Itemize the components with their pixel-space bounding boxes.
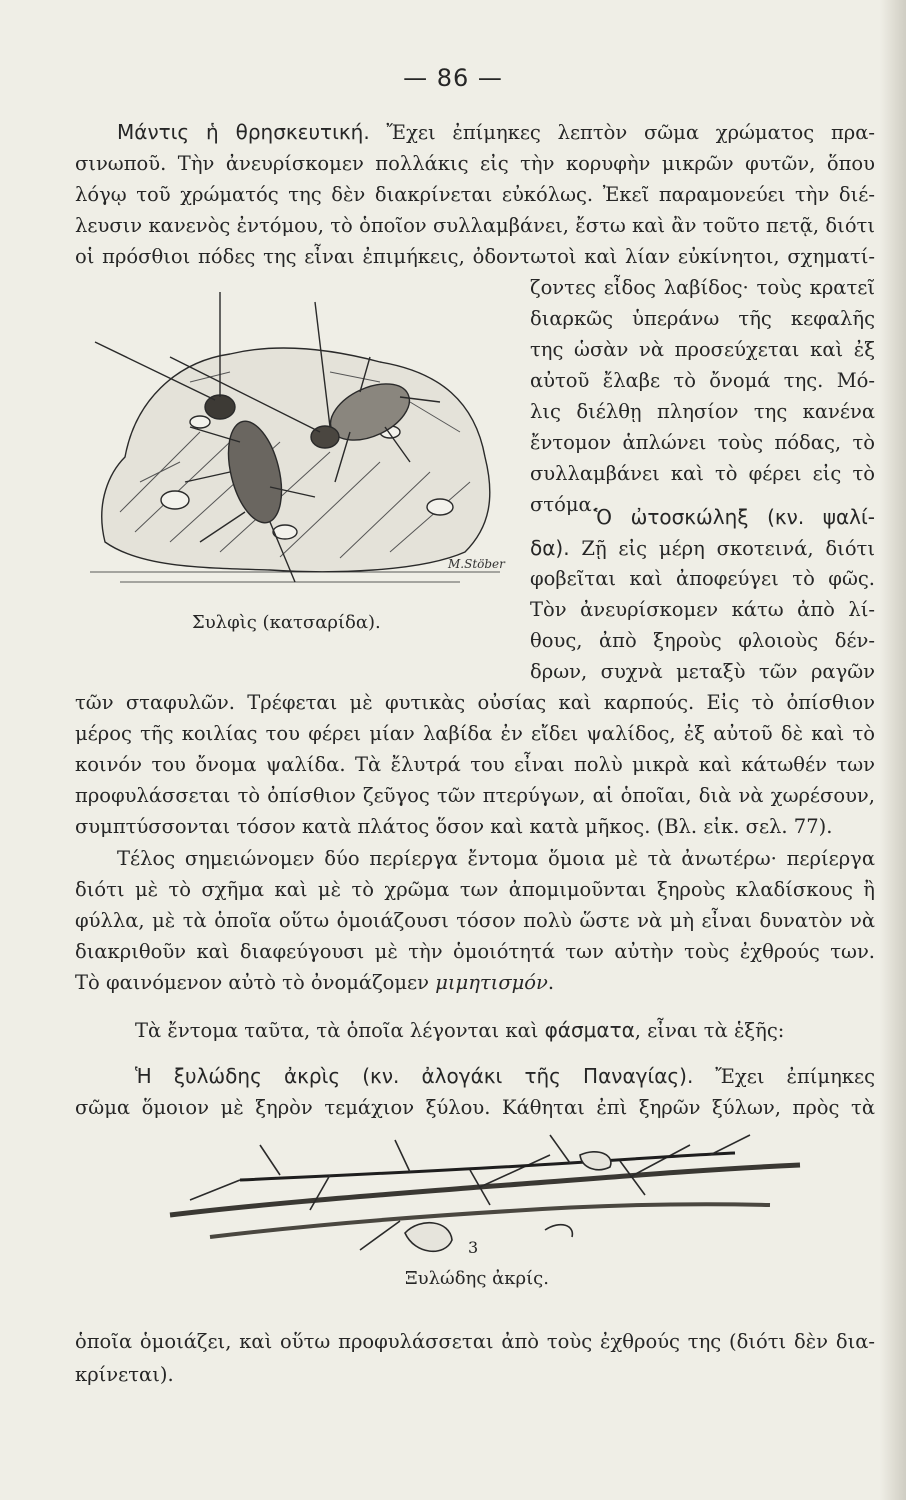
cockroach-illustration — [80, 282, 520, 602]
mantis-line: λόγῳ τοῦ χρώματός της δὲν διακρίνεται εὐκόλως. Ἐκεῖ παραμονεύει τὴν διέ- — [75, 183, 875, 206]
earwig-narrow-line: Τὸν ἀνευρίσκομεν κάτω ἀπὸ λί- — [530, 598, 875, 621]
term-mimicry: μιμητισμόν — [435, 971, 548, 994]
earwig-narrow-line: δρων, συχνὰ μεταξὺ τῶν ραγῶν — [530, 660, 875, 683]
page-number: — 86 — — [403, 64, 503, 92]
mantis-narrow-line: συλλαμβάνει καὶ τὸ φέρει εἰς τὸ — [530, 462, 875, 485]
stick-line-1: Ἡ ξυλώδης ἀκρὶς (κν. ἀλογάκι τῆς Παναγίας). Ἔχει ἐπίμηκες — [135, 1064, 875, 1088]
mimicry-last-line: Τὸ φαινόμενον αὐτὸ τὸ ὀνομάζομεν μιμητισμόν. — [75, 971, 555, 994]
mantis-narrow-line: ζοντες εἶδος λαβίδος· τοὺς κρατεῖ — [530, 276, 875, 299]
earwig-line: μέρος τῆς κοιλίας του φέρει μίαν λαβίδα ἐν εἴδει ψαλίδος, ἐξ αὐτοῦ δὲ καὶ τὸ — [75, 722, 875, 745]
figure-number: 3 — [468, 1238, 479, 1257]
earwig-line-1 — [595, 505, 875, 530]
earwig-line: τῶν σταφυλῶν. Τρέφεται μὲ φυτικὰς οὐσίας καὶ καρπούς. Εἰς τὸ ὀπίσθιον — [75, 691, 875, 714]
mantis-line: λευσιν κανενὸς ἐντόμου, τὸ ὁποῖον συλλαμβάνει, ἔστω καὶ ἂν τοῦτο πετᾷ, διότι — [75, 214, 875, 237]
earwig-line: συμπτύσσονται τόσον κατὰ πλάτος ὅσον καὶ κατὰ μῆκος. (Βλ. εἰκ. σελ. 77). — [75, 815, 833, 838]
mantis-heading: Μάντις ἡ θρησκευτική. — [117, 120, 370, 144]
earwig-narrow-line: φοβεῖται καὶ ἀποφεύγει τὸ φῶς. — [530, 567, 875, 590]
term-phasmata: φάσματα — [544, 1018, 635, 1042]
mimicry-line: διακριθοῦν καὶ διαφεύγουσι μὲ τὴν ὁμοιότητά των αὐτὴν τοὺς ἐχθρούς των. — [75, 940, 875, 963]
stick-insect-caption: Ξυλώδης ἀκρίς. — [405, 1268, 549, 1289]
earwig-line: προφυλάσσεται τὸ ὀπίσθιον ζεῦγος τῶν πτερύγων, αἱ ὁποῖαι, διὰ νὰ χωρέσουν, — [75, 784, 875, 807]
illustrator-signature: M.Stöber — [448, 557, 505, 571]
earwig-line: κοινόν του ὄνομα ψαλίδα. Τὰ ἔλυτρά του εἶναι πολὺ μικρὰ καὶ κάτωθέν των — [75, 753, 875, 776]
stick-line-3: ὁποῖα ὁμοιάζει, καὶ οὕτω προφυλάσσεται ἀπὸ τοὺς ἐχθρούς της (διότι δὲν δια- — [75, 1330, 875, 1353]
earwig-heading: Ὁ ὠτοσκώληξ (κν. ψαλί- — [595, 505, 875, 529]
mantis-narrow-line: αὐτοῦ ἔλαβε τὸ ὄνομά της. Μό- — [530, 369, 875, 392]
mantis-narrow-line: της ὡσὰν νὰ προσεύχεται καὶ ἐξ — [530, 338, 875, 361]
mantis-narrow-line: ἔντομον ἁπλώνει τοὺς πόδας, τὸ — [530, 431, 875, 454]
stick-insect-illustration — [150, 1125, 820, 1265]
cockroach-caption: Συλφὶς (κατσαρίδα). — [192, 612, 381, 633]
earwig-line-2: δα). Ζῇ εἰς μέρη σκοτεινά, διότι — [530, 536, 875, 560]
stick-line-2: σῶμα ὅμοιον μὲ ξηρὸν τεμάχιον ξύλου. Κάθηται ἐπὶ ξηρῶν ξύλων, πρὸς τὰ — [75, 1096, 875, 1119]
mantis-narrow-line: λις διέλθῃ πλησίον της κανένα — [530, 400, 875, 423]
mantis-line: οἱ πρόσθιοι πόδες της εἶναι ἐπιμήκεις, ὀδοντωτοὶ καὶ λίαν εὐκίνητοι, σχηματί- — [75, 245, 875, 268]
mimicry-line: Τέλος σημειώνομεν δύο περίεργα ἔντομα ὅμοια μὲ τὰ ἀνωτέρω· περίεργα — [117, 847, 875, 870]
earwig-heading-cont: δα). — [530, 536, 570, 560]
phasmids-intro: Τὰ ἔντομα ταῦτα, τὰ ὁποῖα λέγονται καὶ φάσματα, εἶναι τὰ ἑξῆς: — [135, 1018, 785, 1042]
earwig-narrow-line: θους, ἀπὸ ξηροὺς φλοιοὺς δέν- — [530, 629, 875, 652]
stick-insect-heading: Ἡ ξυλώδης ἀκρὶς (κν. ἀλογάκι τῆς Παναγίας). — [135, 1064, 694, 1088]
mantis-narrow-line: διαρκῶς ὑπεράνω τῆς κεφαλῆς — [530, 307, 875, 330]
page-edge-shadow — [880, 0, 906, 1500]
mimicry-line: φύλλα, μὲ τὰ ὁποῖα οὕτω ὁμοιάζουσι τόσον πολὺ ὥστε νὰ μὴ εἶναι δυνατὸν νὰ — [75, 909, 875, 932]
mantis-line: σινωποῦ. Τὴν ἀνευρίσκομεν πολλάκις εἰς τὴν κορυφὴν μικρῶν φυτῶν, ὅπου — [75, 152, 875, 175]
mimicry-line: διότι μὲ τὸ σχῆμα καὶ μὲ τὸ χρῶμα των ἀπομιμοῦνται ξηροὺς κλαδίσκους ἢ — [75, 878, 875, 901]
mantis-line-1: Μάντις ἡ θρησκευτική. Ἔχει ἐπίμηκες λεπτὸν σῶμα χρώματος πρα- — [117, 120, 875, 144]
stick-line-4: κρίνεται). — [75, 1363, 174, 1386]
mantis-narrow-line: στόμα. — [530, 493, 598, 516]
